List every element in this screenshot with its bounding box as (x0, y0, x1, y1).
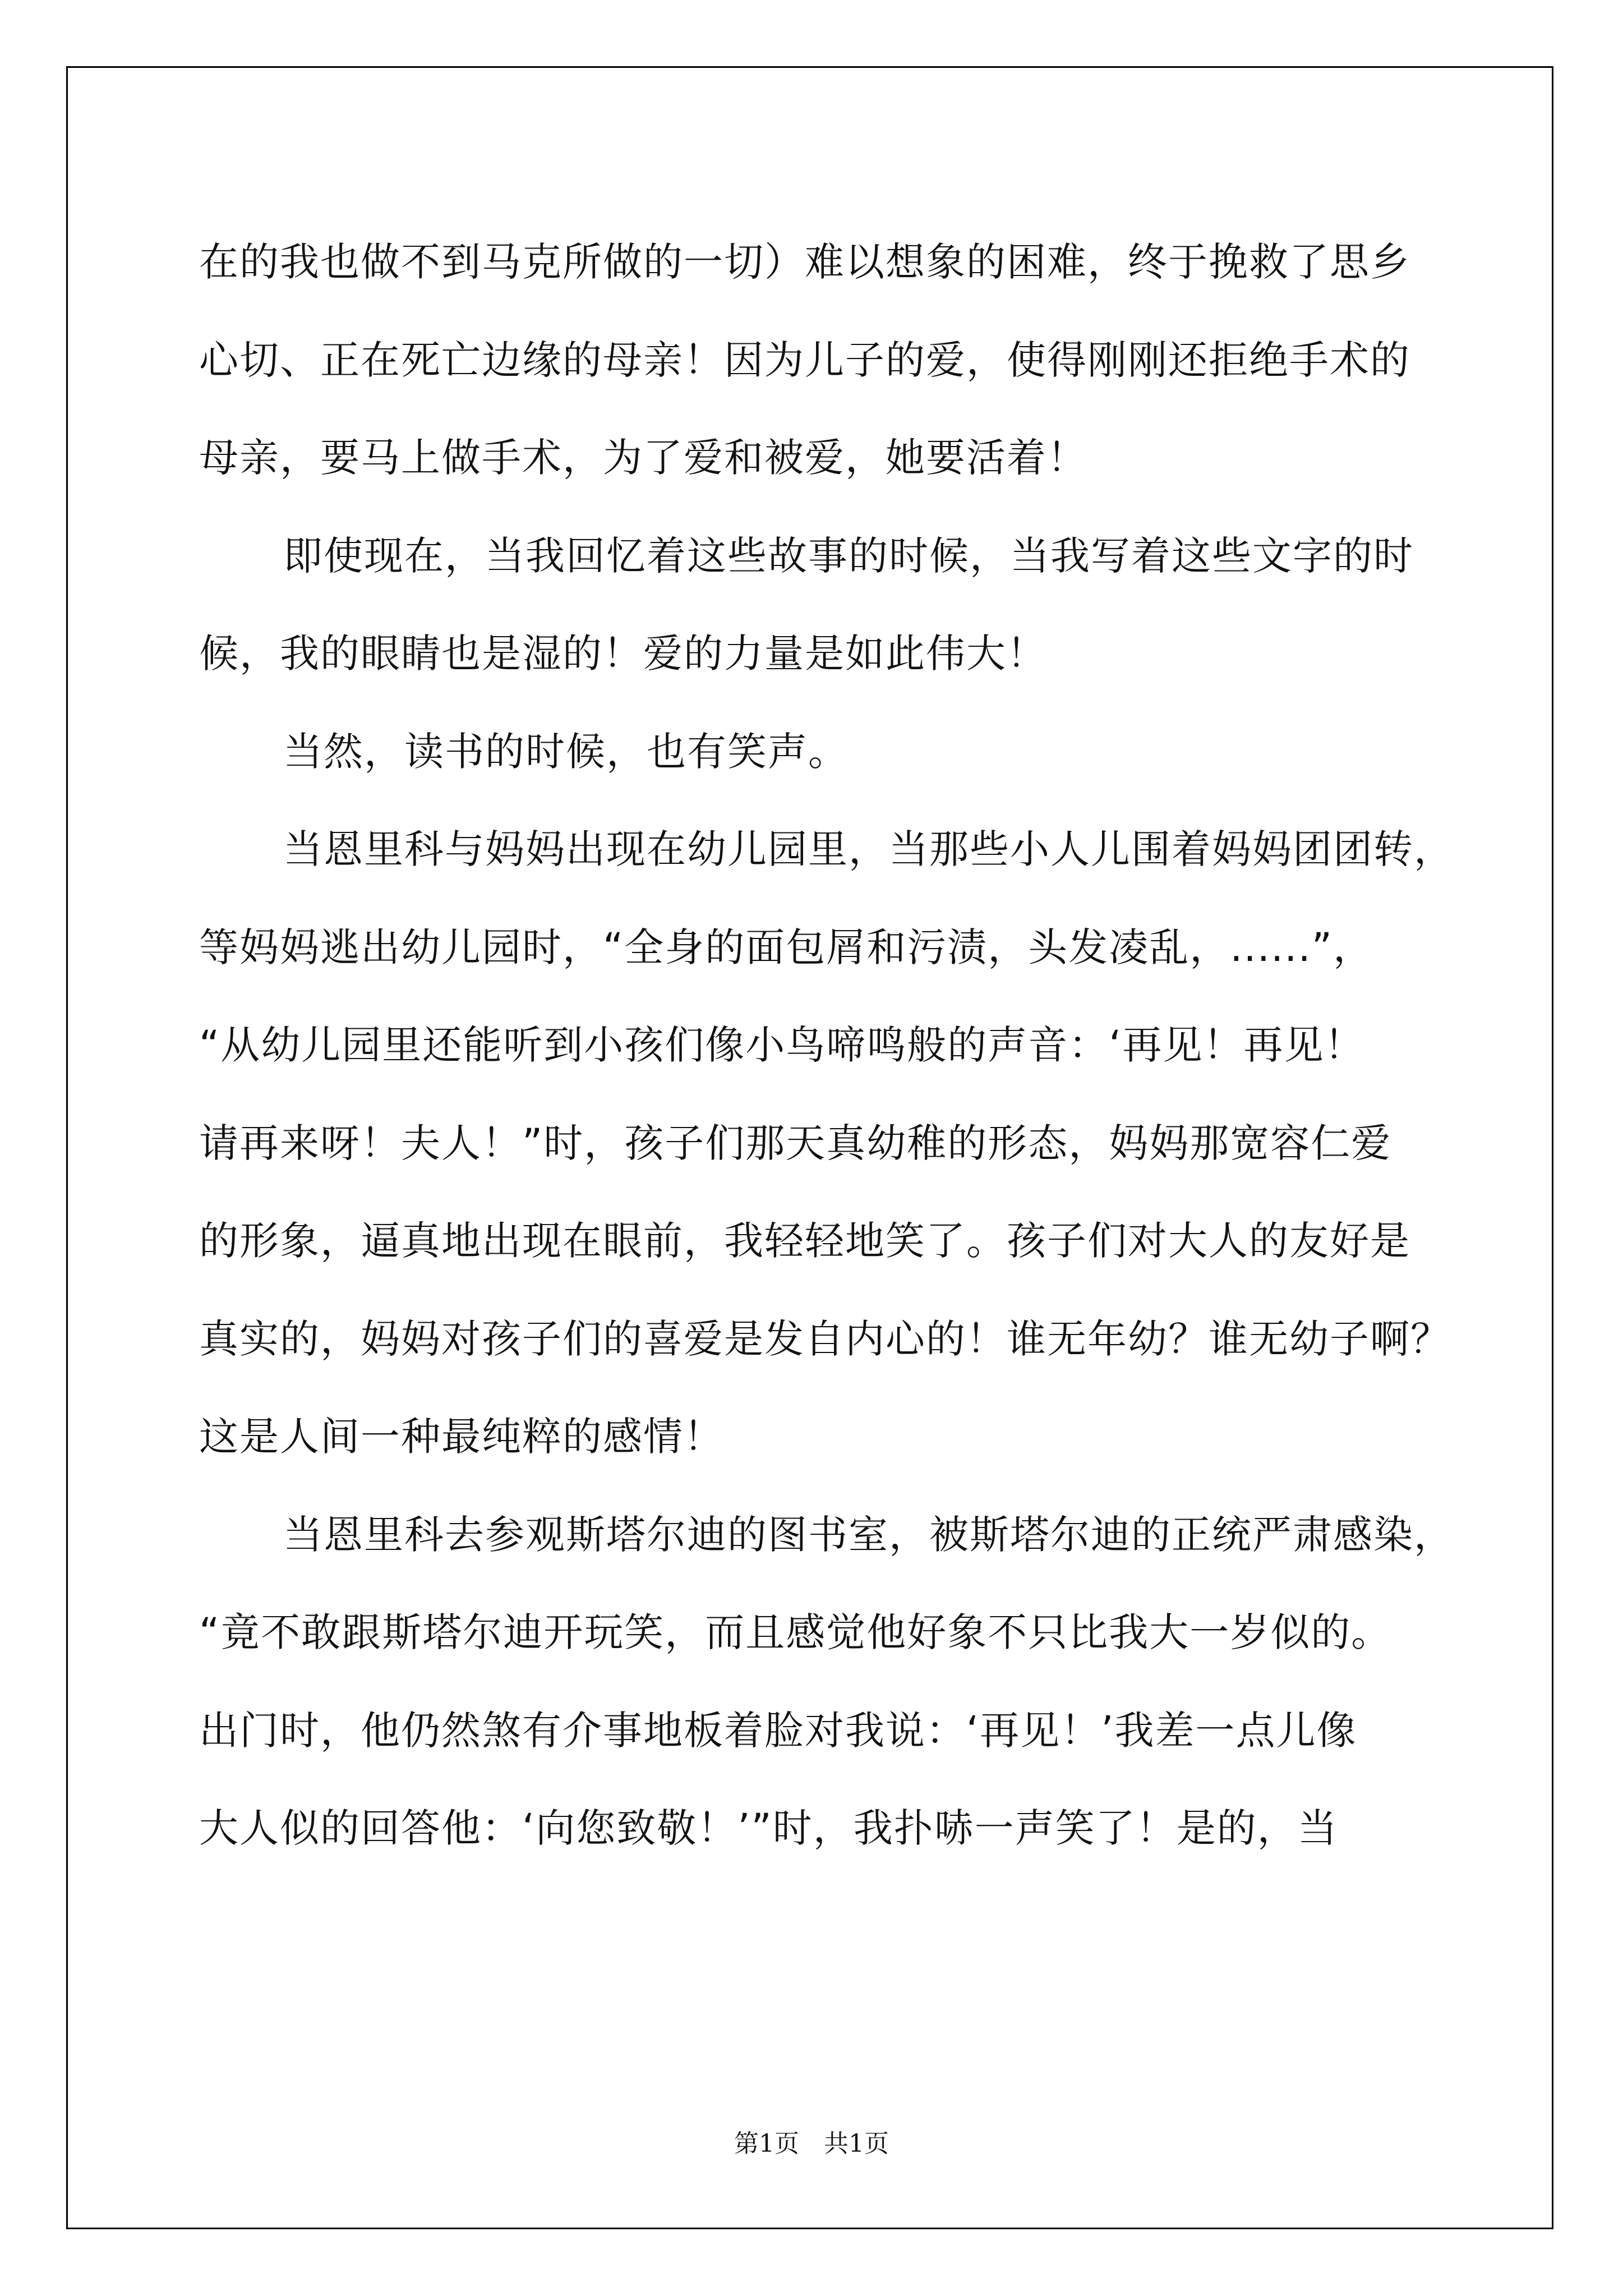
text-line-13: 这是人间一种最纯粹的感情！ (199, 1414, 724, 1460)
text-line-7: 当恩里科与妈妈出现在幼儿园里，当那些小人儿围着妈妈团团转， (283, 826, 1454, 872)
text-line-4: 即使现在，当我回忆着这些故事的时候，当我写着这些文字的时 (283, 532, 1414, 579)
text-line-10: 请再来呀！夫人！”时，孩子们那天真幼稚的形态，妈妈那宽容仁爱 (199, 1120, 1392, 1166)
page-footer (0, 2123, 1623, 2159)
text-line-1: 在的我也做不到马克所做的一切）难以想象的困难，终于挽救了思乡 (199, 239, 1410, 285)
text-line-12: 真实的，妈妈对孩子们的喜爱是发自内心的！谁无年幼？谁无幼子啊？ (199, 1315, 1451, 1362)
text-line-14: 当恩里科去参观斯塔尔迪的图书室，被斯塔尔迪的正统严肃感染， (283, 1511, 1454, 1558)
text-line-8: 等妈妈逃出幼儿园时，“全身的面包屑和污渍，头发凌乱，......”， (199, 924, 1374, 970)
text-line-11: 的形象，逼真地出现在眼前，我轻轻地笑了。孩子们对大人的友好是 (199, 1218, 1410, 1264)
text-line-15: “竟不敢跟斯塔尔迪开玩笑，而且感觉他好象不只比我大一岁似的。 (199, 1609, 1392, 1655)
document-body (199, 213, 1455, 1878)
text-line-16: 出门时，他仍然煞有介事地板着脸对我说：‘再见！’我差一点儿像 (199, 1707, 1357, 1754)
text-line-3: 母亲，要马上做手术，为了爱和被爱，她要活着！ (199, 435, 1087, 481)
text-line-6: 当然，读书的时候，也有笑声。 (283, 728, 849, 775)
text-line-17: 大人似的回答他：‘向您致敬！’”时，我扑哧一声笑了！是的，当 (199, 1805, 1338, 1851)
text-line-5: 候，我的眼睛也是湿的！爱的力量是如此伟大！ (199, 631, 1047, 677)
text-line-9: “从幼儿园里还能听到小孩们像小鸟啼鸣般的声音：‘再见！再见！ (199, 1022, 1365, 1068)
text-line-2: 心切、正在死亡边缘的母亲！因为儿子的爱，使得刚刚还拒绝手术的 (199, 337, 1410, 383)
page-number-text: 第1页 共1页 (734, 2129, 889, 2158)
